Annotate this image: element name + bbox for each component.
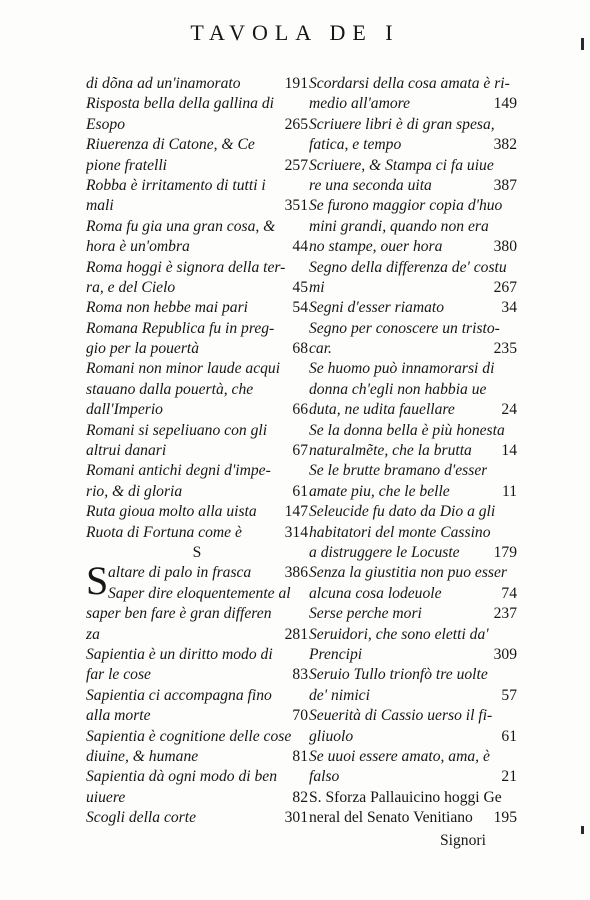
index-entry — [309, 156, 517, 176]
index-entry — [86, 441, 308, 461]
index-entry — [86, 584, 308, 604]
entry-page-number: 235 — [493, 340, 517, 358]
index-entry — [309, 584, 517, 604]
index-entry — [309, 604, 517, 624]
index-entry — [309, 400, 517, 420]
index-entry — [309, 441, 517, 461]
entry-page-number: 81 — [292, 747, 308, 765]
index-entry — [86, 319, 308, 339]
index-entry — [309, 706, 517, 726]
entry-text: Esopo — [86, 115, 125, 133]
index-entry — [309, 808, 517, 828]
index-entry — [309, 339, 517, 359]
entry-text: Sapientia ci accompagna fino — [86, 686, 272, 704]
entry-text: far le cose — [86, 666, 151, 684]
entry-text: Segni d'esser riamato — [309, 299, 445, 317]
index-entry — [86, 788, 308, 808]
entry-text: fatica, e tempo — [309, 136, 402, 154]
index-entry — [309, 788, 517, 808]
index-entry — [86, 502, 308, 522]
entry-text: Scordarsi della cosa amata è ri- — [309, 75, 510, 92]
page-title: TAVOLA DE I — [190, 20, 400, 45]
entry-page-number: 61 — [292, 482, 308, 500]
index-entry — [309, 461, 517, 481]
entry-text: Roma hoggi è signora della ter- — [86, 258, 286, 276]
index-entry — [309, 278, 517, 298]
entry-text: neral del Senato Venitiano — [309, 809, 473, 827]
index-entry — [309, 625, 517, 645]
entry-text: altrui danari — [86, 442, 167, 460]
entry-page-number: 380 — [493, 238, 517, 256]
index-entry — [309, 665, 517, 685]
entry-text: Se uuoi essere amato, ama, è — [309, 747, 490, 765]
index-entry — [86, 686, 308, 706]
entry-text: gliuolo — [309, 727, 354, 745]
entry-text: Risposta bella della gallina di — [86, 95, 274, 113]
index-entry — [86, 523, 308, 543]
entry-text: Scriuere, & Stampa ci fa uiue — [309, 156, 494, 174]
entry-page-number: 267 — [493, 278, 517, 296]
entry-page-number: 237 — [493, 605, 517, 623]
entry-text: Romana Republica fu in preg- — [86, 319, 275, 337]
index-entry — [309, 523, 517, 543]
index-entry — [86, 237, 308, 257]
entry-text: Sapientia è un diritto modo di — [86, 645, 273, 663]
index-entry — [309, 319, 517, 339]
index-entry — [86, 156, 308, 176]
entry-text: Romani non minor laude acqui — [86, 360, 281, 378]
entry-page-number: 281 — [284, 625, 308, 643]
entry-text: Segno per conoscere un tristo- — [309, 319, 500, 337]
entry-text: saper ben fare è gran differen — [86, 605, 272, 623]
entry-page-number: 24 — [501, 401, 517, 419]
entry-page-number: 21 — [501, 768, 517, 786]
index-entry — [86, 604, 308, 624]
entry-page-number: 351 — [284, 197, 308, 215]
index-entry — [309, 482, 517, 502]
entry-text: altare di palo in frasca — [108, 564, 252, 582]
entry-text: diuine, & humane — [86, 747, 199, 765]
entry-text: ra, e del Cielo — [86, 278, 176, 296]
index-entry — [86, 727, 308, 747]
index-entry — [86, 359, 308, 379]
page-edge-mark — [581, 38, 584, 50]
index-entry — [86, 196, 308, 216]
index-entry — [86, 461, 308, 481]
entry-text: S. Sforza Pallauicino hoggi Ge — [309, 788, 502, 806]
entry-page-number: 54 — [292, 299, 308, 317]
entry-text: mali — [86, 197, 114, 215]
entry-page-number: 70 — [292, 707, 308, 725]
entry-text: Romani si sepeliuano con gli — [86, 421, 268, 439]
entry-page-number: 301 — [284, 809, 308, 827]
catchword: Signori — [440, 832, 486, 849]
entry-text: Seruidori, che sono eletti da' — [309, 625, 489, 643]
index-entry — [86, 625, 308, 645]
entry-page-number: 67 — [292, 442, 308, 460]
entry-page-number: 74 — [501, 584, 517, 602]
index-entry — [86, 706, 308, 726]
index-entry — [309, 196, 517, 216]
index-entry — [309, 298, 517, 318]
index-entry — [309, 421, 517, 441]
entry-text: Se la donna bella è più honesta — [309, 421, 505, 439]
entry-page-number: 149 — [493, 95, 517, 113]
index-entry — [309, 115, 517, 135]
index-entry — [309, 258, 517, 278]
index-entry — [309, 380, 517, 400]
entry-page-number: 191 — [284, 75, 308, 92]
drop-cap: S — [86, 558, 109, 604]
index-entry — [86, 645, 308, 665]
entry-page-number: 44 — [292, 238, 308, 256]
entry-text: Scriuere libri è di gran spesa, — [309, 115, 495, 133]
entry-text: Seruio Tullo trionfò tre uolte — [309, 666, 488, 684]
entry-text: di dõna ad un'inamorato — [86, 75, 241, 92]
entry-text: pione fratelli — [86, 156, 167, 174]
entry-text: Senza la giustitia non puo esser — [309, 564, 507, 582]
index-entry — [86, 176, 308, 196]
entry-text: gio per la pouertà — [86, 340, 200, 358]
entry-page-number: 66 — [292, 401, 308, 419]
index-entry — [309, 217, 517, 237]
entry-page-number: 265 — [284, 115, 308, 133]
entry-text: medio all'amore — [309, 95, 411, 113]
index-entry — [309, 237, 517, 257]
index-entry — [86, 421, 308, 441]
entry-text: Serse perche mori — [309, 605, 422, 623]
index-entry — [309, 767, 517, 787]
index-entry — [309, 74, 517, 94]
entry-text: Seuerità di Cassio uerso il fi- — [309, 707, 493, 725]
entry-text: de' nimici — [309, 686, 370, 704]
index-entry — [86, 665, 308, 685]
entry-text: Roma non hebbe mai pari — [86, 299, 248, 317]
entry-page-number: 387 — [493, 176, 517, 194]
entry-text: mi — [309, 278, 325, 296]
entry-page-number: 45 — [292, 278, 308, 296]
entry-text: duta, ne udita fauellare — [309, 401, 455, 419]
index-entry — [86, 74, 308, 94]
entry-text: falso — [309, 768, 340, 786]
entry-page-number: 61 — [501, 727, 517, 745]
entry-page-number: 11 — [501, 482, 517, 500]
entry-page-number: 386 — [284, 564, 308, 582]
index-entry — [86, 808, 308, 828]
entry-text: amate piu, che le belle — [309, 482, 450, 500]
entry-page-number: 68 — [292, 340, 308, 358]
entry-text: donna ch'egli non habbia ue — [309, 380, 487, 398]
index-entry — [86, 135, 308, 155]
index-entry — [309, 543, 517, 563]
index-entry — [86, 339, 308, 359]
index-entry — [309, 563, 517, 583]
entry-page-number: 83 — [292, 666, 308, 684]
index-entry — [309, 176, 517, 196]
entry-text: Saper dire eloquentemente al — [108, 584, 291, 602]
index-entry — [309, 359, 517, 379]
index-entry — [309, 747, 517, 767]
entry-text: uiuere — [86, 788, 126, 806]
entry-text: Ruta gioua molto alla uista — [86, 503, 257, 521]
entry-text: Sapientia dà ogni modo di ben — [86, 768, 278, 786]
entry-page-number: 195 — [493, 809, 517, 827]
entry-text: Sapientia è cognitione delle cose — [86, 727, 292, 745]
entry-page-number: 314 — [284, 523, 308, 541]
entry-text: naturalmẽte, che la brutta — [309, 442, 472, 460]
index-entry — [86, 278, 308, 298]
entry-text: Riuerenza di Catone, & Ce — [86, 136, 255, 154]
entry-text: Scogli della corte — [86, 809, 196, 827]
entry-text: Segno della differenza de' costu — [309, 258, 507, 276]
index-entry — [86, 482, 308, 502]
entry-page-number: 382 — [493, 136, 517, 154]
entry-text: Prencipi — [309, 645, 363, 663]
entry-text: Se le brutte bramano d'esser — [309, 462, 488, 480]
index-entry — [309, 135, 517, 155]
entry-page-number: 57 — [501, 686, 517, 704]
entry-text: stauano dalla pouertà, che — [86, 380, 254, 398]
index-entry — [309, 686, 517, 706]
entry-page-number: 309 — [493, 645, 517, 663]
entry-page-number: 147 — [284, 503, 308, 521]
page-edge-mark — [581, 826, 584, 834]
index-entry — [309, 502, 517, 522]
entry-text: Roma fu gia una gran cosa, & — [86, 217, 276, 235]
index-entry — [86, 115, 308, 135]
entry-text: Romani antichi degni d'impe- — [86, 462, 271, 480]
entry-text: habitatori del monte Cassino — [309, 523, 491, 541]
index-entry — [86, 94, 308, 114]
entry-text: car. — [309, 340, 332, 358]
index-entry — [309, 727, 517, 747]
entry-page-number: 257 — [284, 156, 308, 174]
entry-text: a distruggere le Locuste — [309, 543, 460, 561]
entry-text: mini grandi, quando non era — [309, 217, 489, 235]
entry-text: Se huomo può innamorarsi di — [309, 360, 495, 378]
index-column-left — [86, 74, 308, 828]
entry-text: alla morte — [86, 707, 151, 725]
entry-text: hora è un'ombra — [86, 238, 190, 256]
section-letter: S — [192, 543, 202, 561]
index-entry — [86, 400, 308, 420]
entry-text: za — [86, 625, 100, 643]
index-entry — [86, 258, 308, 278]
entry-text: re una seconda uita — [309, 176, 432, 194]
entry-text: Robba è irritamento di tutti i — [86, 176, 266, 194]
index-entry — [309, 94, 517, 114]
index-entry — [309, 645, 517, 665]
entry-page-number: 34 — [501, 299, 517, 317]
entry-text: rio, & di gloria — [86, 482, 183, 500]
entry-page-number: 179 — [493, 543, 517, 561]
index-entry — [86, 217, 308, 237]
index-entry — [86, 380, 308, 400]
index-entry — [86, 767, 308, 787]
index-entry — [86, 298, 308, 318]
entry-text: dall'Imperio — [86, 401, 163, 419]
entry-text: Ruota di Fortuna come è — [86, 523, 242, 541]
entry-text: Se furono maggior copia d'huo — [309, 197, 503, 215]
entry-page-number: 14 — [501, 442, 517, 460]
entry-text: alcuna cosa lodeuole — [309, 584, 442, 602]
entry-text: no stampe, ouer hora — [309, 238, 443, 256]
entry-page-number: 82 — [292, 788, 308, 806]
index-entry — [86, 747, 308, 767]
index-column-right — [309, 74, 517, 828]
entry-text: Seleucide fu dato da Dio a gli — [309, 503, 496, 521]
